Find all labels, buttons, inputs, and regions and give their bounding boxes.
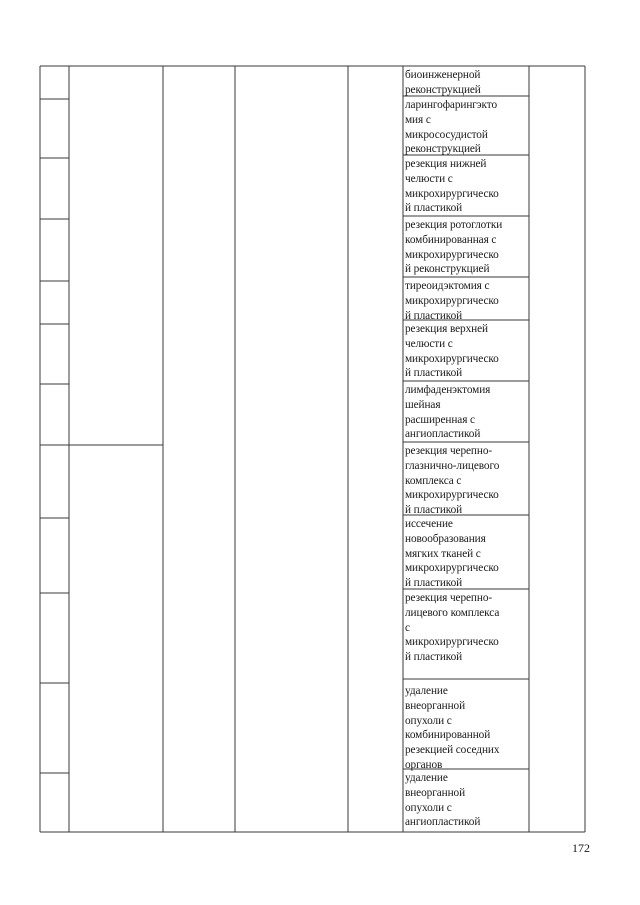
procedure-cell: резекция ротоглотки комбинированная с микрохирургическо й реконструкцией xyxy=(405,219,503,276)
procedure-cell: резекция нижней челюсти с микрохирургическо й пластикой xyxy=(405,158,499,215)
procedure-cell: биоинженерной реконструкцией xyxy=(405,69,481,96)
procedure-cell: иссечение новообразования мягких тканей с микрохирургическо й пластикой xyxy=(405,518,499,590)
procedure-cell: удаление внеорганной опухоли с ангиопластикой xyxy=(405,772,481,829)
procedure-cell: тиреоидэктомия с микрохирургическо й пластикой xyxy=(405,280,499,322)
procedure-cell: лимфаденэктомия шейная расширенная с ангиопластикой xyxy=(405,384,491,441)
procedure-cell: резекция черепно- глазнично-лицевого комплекса с микрохирургическо й пластикой xyxy=(405,445,500,517)
procedure-cell: резекция черепно- лицевого комплекса с микрохирургическо й пластикой xyxy=(405,592,500,664)
procedure-cell: резекция верхней челюсти с микрохирургическо й пластикой xyxy=(405,323,499,380)
page-number: 172 xyxy=(572,841,590,855)
procedure-cell: ларингофарингэкто мия с микрососудистой реконструкцией xyxy=(405,99,498,156)
procedure-cell: удаление внеорганной опухоли с комбинированной резекцией соседних органов xyxy=(405,685,500,771)
